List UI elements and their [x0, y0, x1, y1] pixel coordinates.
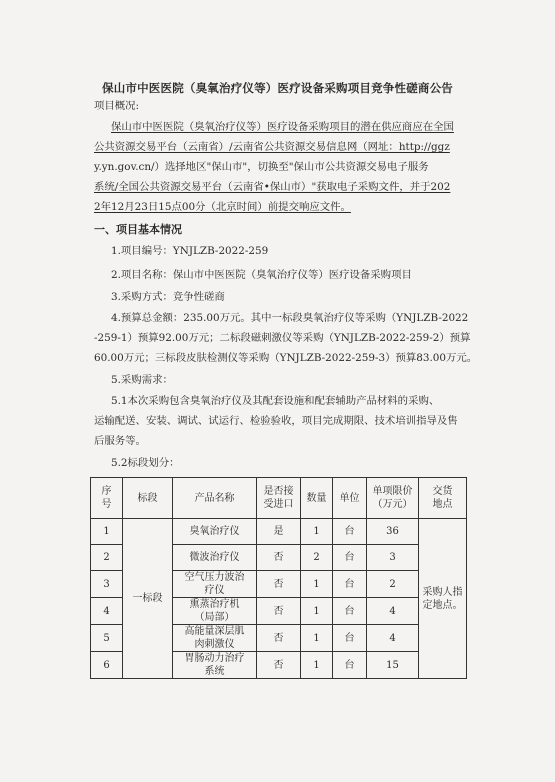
cell-product: 微波治疗仪 — [173, 545, 257, 571]
lot-division-heading: 5.2标段划分： — [111, 457, 180, 469]
cell-product: 臭氧治疗仪 — [173, 519, 257, 545]
overview-line-5: 2年12月23日15点00分（北京时间）前提交响应文件。 — [94, 201, 351, 213]
overview-line-1-text: 保山市中医医院（臭氧治疗仪等）医疗设备采购项目的潜在供应商应在全国 — [111, 121, 454, 133]
overview-line-3: y.yn.gov.cn/）选择地区"保山市"，切换至"保山市公共资源交易电子服务 — [94, 161, 429, 173]
cell-price: 3 — [367, 545, 419, 571]
cell-unit: 台 — [333, 571, 367, 598]
header-unit: 单位 — [333, 478, 367, 519]
header-product: 产品名称 — [173, 478, 257, 519]
item-procurement-method: 3.采购方式：竞争性磋商 — [111, 291, 225, 303]
cell-price: 2 — [367, 571, 419, 598]
cell-number: 2 — [91, 545, 123, 571]
cell-import: 否 — [257, 545, 301, 571]
need-line-2: 运输配送、安装、调试、试运行、检验验收，项目完成期限、技术培训指导及售 — [94, 415, 458, 427]
cell-import: 否 — [257, 598, 301, 625]
cell-import: 否 — [257, 652, 301, 679]
lot-table — [90, 477, 467, 679]
item-project-name: 2.项目名称：保山市中医医院（臭氧治疗仪等）医疗设备采购项目 — [111, 269, 412, 281]
table-row — [91, 519, 467, 545]
overview-line-1 — [111, 120, 454, 135]
cell-number: 5 — [91, 625, 123, 652]
cell-number: 4 — [91, 598, 123, 625]
cell-unit: 台 — [333, 545, 367, 571]
need-heading: 5.采购需求： — [111, 374, 173, 386]
cell-import: 是 — [257, 519, 301, 545]
cell-product: 高能量深层肌 肉刺激仪 — [173, 625, 257, 652]
header-delivery: 交货 地点 — [419, 478, 467, 519]
cell-unit: 台 — [333, 625, 367, 652]
table-header-row — [91, 478, 467, 519]
cell-quantity: 1 — [301, 598, 333, 625]
cell-product: 熏蒸治疗机 （局部） — [173, 598, 257, 625]
cell-product: 胃肠动力治疗 系统 — [173, 652, 257, 679]
cell-number: 3 — [91, 571, 123, 598]
cell-price: 4 — [367, 625, 419, 652]
budget-line-3: 60.00万元；三标段皮肤检测仪等采购（YNJLZB-2022-259-3）预算83.00万元。 — [94, 352, 478, 364]
need-line-3: 后服务等。 — [94, 435, 146, 447]
header-price: 单项限价 （万元） — [367, 478, 419, 519]
header-lot: 标段 — [123, 478, 173, 519]
overview-line-4: 系统/全国公共资源交易平台（云南省•保山市）"获取电子采购文件，并于202 — [94, 181, 451, 193]
item-project-number: 1.项目编号：YNJLZB-2022-259 — [111, 245, 269, 257]
cell-delivery: 采购人指 定地点。 — [419, 519, 467, 679]
cell-price: 36 — [367, 519, 419, 545]
cell-product: 空气压力波治 疗仪 — [173, 571, 257, 598]
cell-lot: 一标段 — [123, 519, 173, 679]
header-number: 序 号 — [91, 478, 123, 519]
cell-quantity: 1 — [301, 625, 333, 652]
budget-line-2: -259-1）预算92.00万元；二标段磁刺激仪等采购（YNJLZB-2022-259-2）预算 — [94, 332, 471, 344]
cell-number: 1 — [91, 519, 123, 545]
header-import: 是否接 受进口 — [257, 478, 301, 519]
section-1-heading: 一、项目基本情况 — [94, 223, 182, 236]
cell-unit: 台 — [333, 652, 367, 679]
overview-line-2: 公共资源交易平台（云南省）/云南省公共资源交易信息网（网址：http://ggz — [94, 141, 450, 153]
cell-import: 否 — [257, 571, 301, 598]
cell-number: 6 — [91, 652, 123, 679]
cell-unit: 台 — [333, 519, 367, 545]
cell-quantity: 2 — [301, 545, 333, 571]
cell-unit: 台 — [333, 598, 367, 625]
cell-price: 4 — [367, 598, 419, 625]
cell-price: 15 — [367, 652, 419, 679]
header-quantity: 数量 — [301, 478, 333, 519]
budget-line-1: 4.预算总金额：235.00万元。其中一标段臭氧治疗仪等采购（YNJLZB-2022 — [111, 312, 469, 324]
document-title: 保山市中医医院（臭氧治疗仪等）医疗设备采购项目竞争性磋商公告 — [102, 81, 453, 95]
cell-quantity: 1 — [301, 652, 333, 679]
cell-import: 否 — [257, 625, 301, 652]
need-line-1: 5.1本次采购包含臭氧治疗仪及其配套设施和配套辅助产品材料的采购、 — [111, 395, 440, 407]
cell-quantity: 1 — [301, 519, 333, 545]
overview-heading: 项目概况: — [94, 100, 140, 112]
cell-quantity: 1 — [301, 571, 333, 598]
